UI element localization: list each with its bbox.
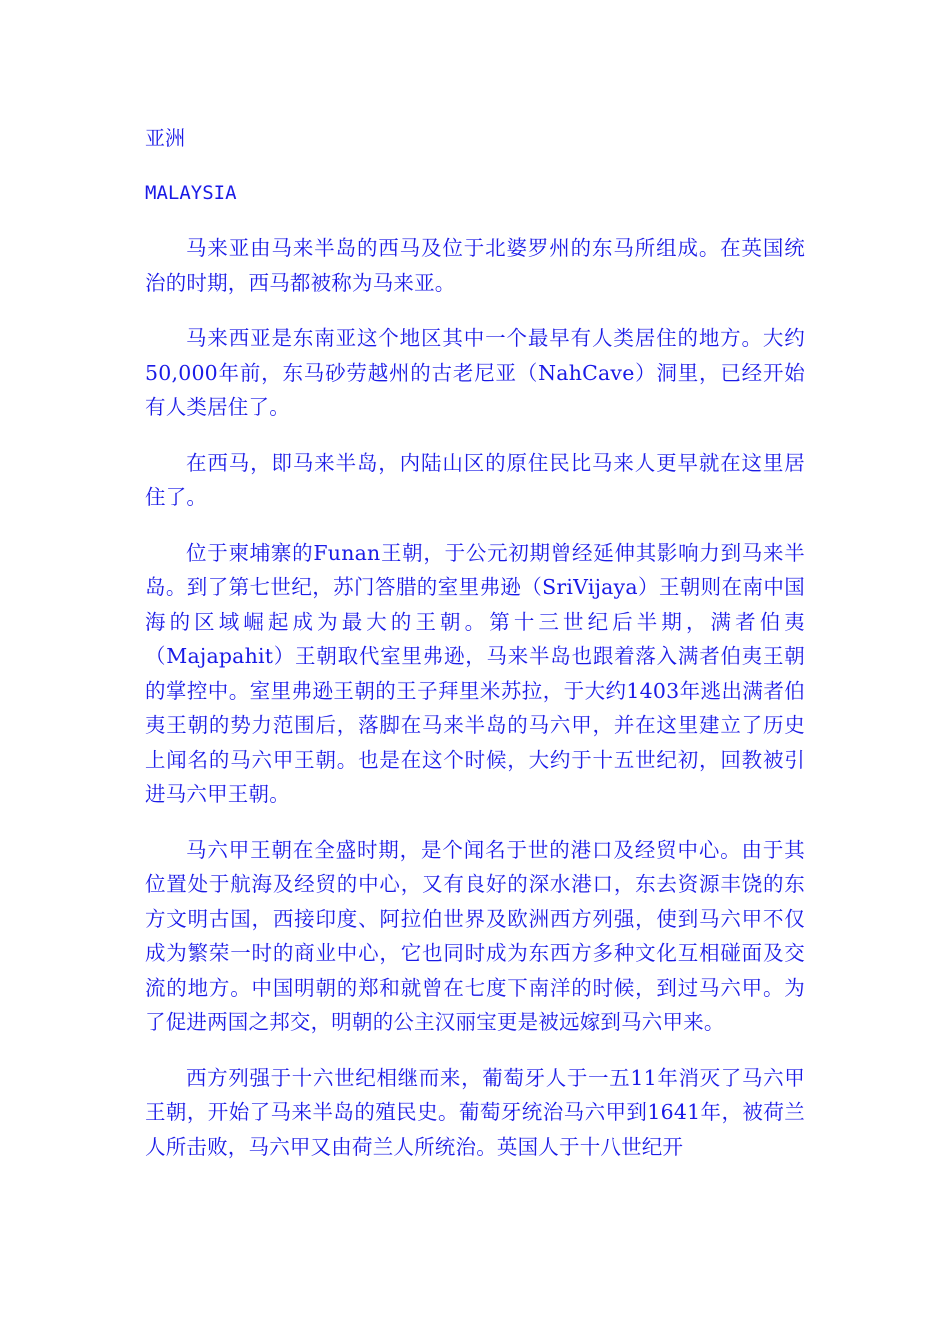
heading-asia: 亚洲 [145,126,185,150]
paragraph-early-inhabitants: 马来西亚是东南亚这个地区其中一个最早有人类居住的地方。大约50,000年前，东马砂劳越州的古老尼亚（NahCave）洞里，已经开始有人类居住了。 [145,326,805,419]
paragraph-colonial: 西方列强于十六世纪相继而来，葡萄牙人于一五11年消灭了马六甲王朝，开始了马来半岛的殖民史。葡萄牙统治马六甲到1641年，被荷兰人所击败，马六甲又由荷兰人所统治。英国人于十八世纪开 [145,1065,805,1159]
paragraph-intro: 马来亚由马来半岛的西马及位于北婆罗州的东马所组成。在英国统治的时期，西马都被称为马来亚。 [145,236,805,295]
paragraph-malacca: 马六甲王朝在全盛时期，是个闻名于世的港口及经贸中心。由于其位置处于航海及经贸的中心，又有良好的深水港口，东去资源丰饶的东方文明古国，西接印度、阿拉伯世界及欧洲西方列强，使到马六甲不仅成为繁荣一时的商业中心，它也同时成为东西方多种文化互相碰面及交流的地方。中国明朝的郑和就曾在七度下南洋的时候，到过马六甲。为了促进两国之邦交，明朝的公主汉丽宝更是被远嫁到马六甲来。 [145,837,805,1034]
document-body [145,121,805,1185]
paragraph-dynasties: 位于柬埔寨的Funan王朝，于公元初期曾经延伸其影响力到马来半岛。到了第七世纪，苏门答腊的室里弗逊（SriVijaya）王朝则在南中国海的区域崛起成为最大的王朝。第十三世纪后半期，满者伯夷（Majapahit）王朝取代室里弗逊，马来半岛也跟着落入满者伯夷王朝的掌控中。室里弗逊王朝的王子拜里米苏拉，于大约1403年逃出满者伯夷王朝的势力范围后，落脚在马来半岛的马六甲，并在这里建立了历史上闻名的马六甲王朝。也是在这个时候，大约于十五世纪初，回教被引进马六甲王朝。 [145,540,805,806]
heading-malaysia: MALAYSIA [145,182,237,204]
paragraph-indigenous: 在西马，即马来半岛，内陆山区的原住民比马来人更早就在这里居住了。 [145,450,805,509]
